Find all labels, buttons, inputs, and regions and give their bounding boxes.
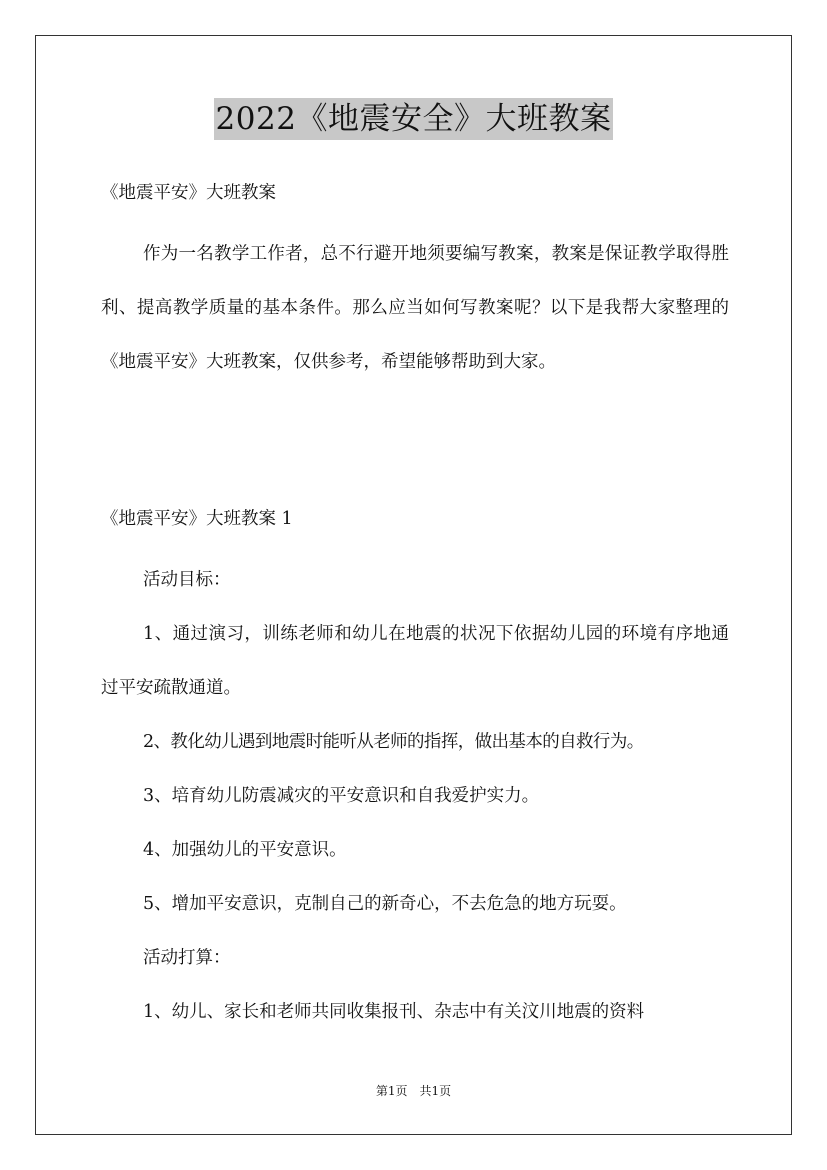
section-heading: 《地震平安》大班教案 1 bbox=[101, 509, 293, 529]
body-paragraph: 3、培育幼儿防震减灾的平安意识和自我爱护实力。 bbox=[143, 786, 540, 806]
section-body bbox=[101, 553, 729, 1039]
document-title: 2022《地震安全》大班教案 bbox=[214, 98, 614, 140]
body-paragraph: 活动打算： bbox=[143, 948, 231, 968]
intro-paragraph: 作为一名教学工作者，总不行避开地须要编写教案，教案是保证教学取得胜利、提高教学质量的基本条件。那么应当如何写教案呢？以下是我帮大家整理的《地震平安》大班教案，仅供参考，希望能够帮助到大家。 bbox=[101, 244, 729, 372]
document-subtitle: 《地震平安》大班教案 bbox=[101, 183, 276, 203]
body-paragraph: 2、教化幼儿遇到地震时能听从老师的指挥，做出基本的自救行为。 bbox=[143, 732, 644, 752]
body-paragraph: 5、增加平安意识，克制自己的新奇心，不去危急的地方玩耍。 bbox=[143, 894, 627, 914]
page-footer: 第1页 共1页 bbox=[375, 1084, 452, 1098]
body-paragraph: 1、通过演习，训练老师和幼儿在地震的状况下依据幼儿园的环境有序地通过平安疏散通道。 bbox=[101, 624, 729, 698]
body-paragraph: 4、加强幼儿的平安意识。 bbox=[143, 840, 347, 860]
body-paragraph: 1、幼儿、家长和老师共同收集报刊、杂志中有关汶川地震的资料 bbox=[143, 1002, 645, 1022]
title-container bbox=[0, 98, 827, 140]
body-paragraph: 活动目标： bbox=[143, 570, 231, 590]
